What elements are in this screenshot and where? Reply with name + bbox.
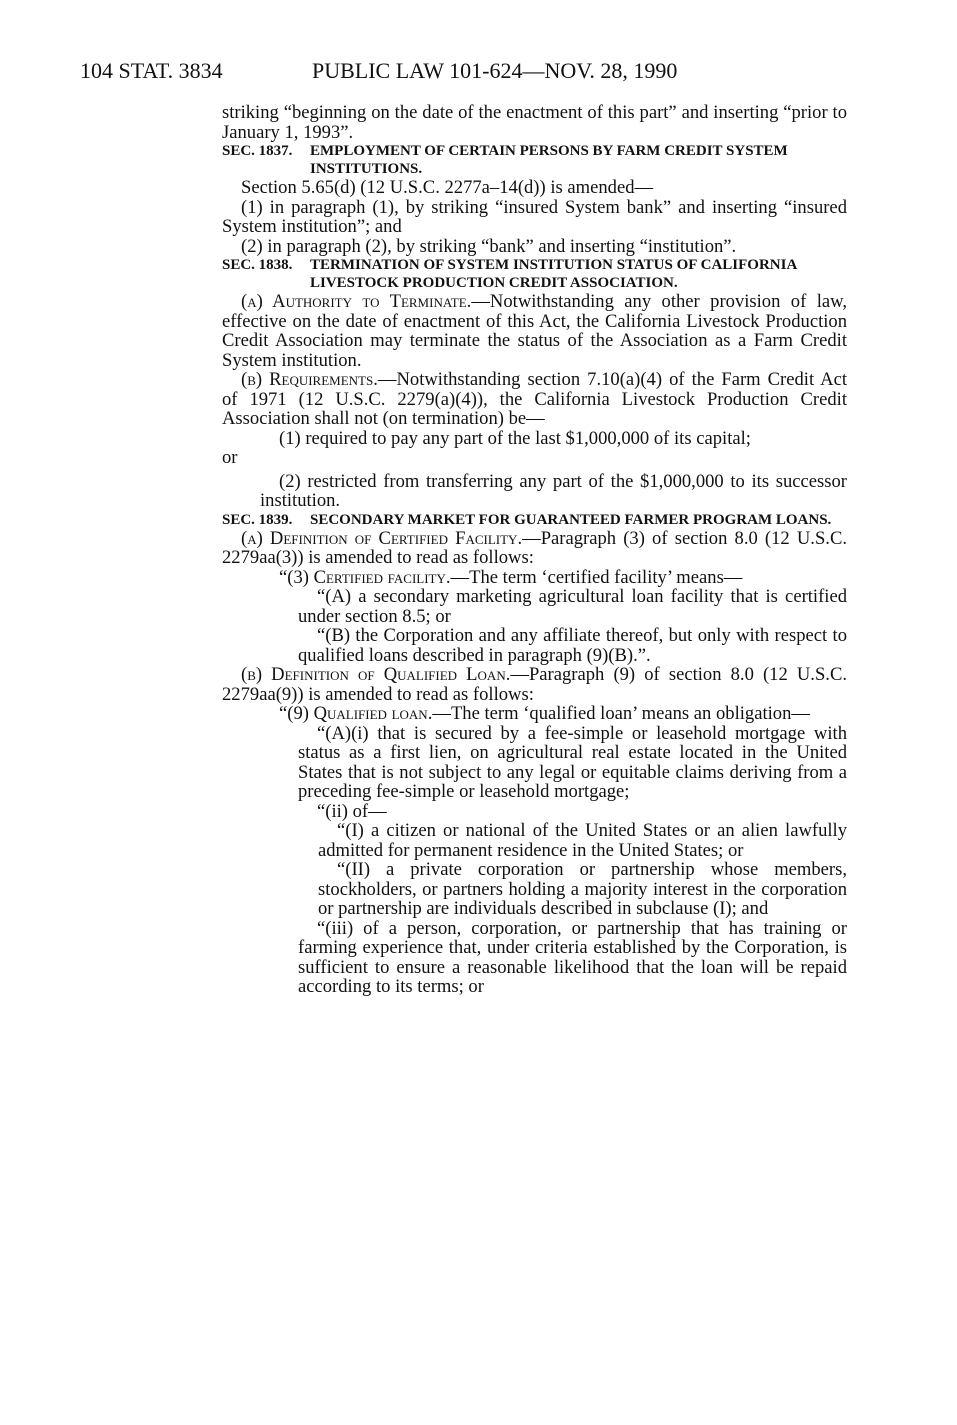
definition-text: —The term ‘certified facility’ means— (450, 566, 743, 588)
section-1837-para-2: (2) in paragraph (2), by striking “bank” and inserting “institution”. (241, 235, 737, 257)
subsection-text: —Paragraph (9) of section 8.0 (12 U.S.C. 2279aa(9)) is amended to read as follows: (222, 664, 847, 705)
certified-facility-clause-b: “(B) the Corporation and any affiliate thereof, but only with respect to qualified loans described in paragraph (9)(B).”. (298, 625, 847, 666)
public-law-citation: PUBLIC LAW 101-624—NOV. 28, 1990 (312, 58, 678, 83)
subsection-heading: (b) Definition of Qualified Loan. (241, 664, 511, 685)
certified-facility-definition (222, 568, 847, 588)
definition-heading: “(9) Qualified loan. (279, 703, 433, 724)
section-1839-heading (222, 511, 847, 529)
section-1838-subsection-b (222, 370, 847, 429)
qualified-loan-definition (222, 704, 847, 724)
subsection-heading: (b) Requirements. (241, 369, 378, 390)
statute-page-number: 104 STAT. 3834 (80, 58, 223, 83)
section-number: SEC. 1839. (222, 511, 293, 528)
subsection-text: —Paragraph (3) of section 8.0 (12 U.S.C. 2279aa(3)) is amended to read as follows: (222, 527, 847, 568)
subsection-text: —Notwithstanding section 7.10(a)(4) of the Farm Credit Act of 1971 (12 U.S.C. 2279(a)(4)), the California Livestock Production Credit Association shall not (on termination) be— (222, 369, 847, 429)
intro-text: striking “beginning on the date of the enactment of this part” and inserting “prior to January 1, 1993”. (222, 102, 847, 143)
document-body (222, 103, 847, 997)
section-1838-heading (222, 256, 847, 292)
qualified-loan-subclause-ii: “(II) a private corporation or partnership whose members, stockholders, or partners holding a majority interest in the corporation or partnership are individuals described in subclause (I); and (318, 859, 847, 919)
qualified-loan-subclause-i: “(I) a citizen or national of the United States or an alien lawfully admitted for permanent residence in the United States; or (318, 820, 847, 861)
qualified-loan-clause-a-i: “(A)(i) that is secured by a fee-simple or leasehold mortgage with status as a first lien, on agricultural real estate located in the United States that is not subject to any legal or equitable claims deriving from a preceding fee-simple or leasehold mortgage; (298, 722, 847, 802)
section-title: EMPLOYMENT OF CERTAIN PERSONS BY FARM CREDIT SYSTEM INSTITUTIONS. (310, 143, 788, 177)
section-number: SEC. 1838. (222, 257, 293, 273)
section-1838-para-2: (2) restricted from transferring any part of the $1,000,000 to its successor institution. (260, 470, 847, 511)
section-1837-lead: Section 5.65(d) (12 U.S.C. 2277a–14(d)) is amended— (241, 177, 654, 198)
section-1839-subsection-a (222, 529, 847, 568)
qualified-loan-clause-ii: “(ii) of— (317, 800, 387, 822)
section-1838-para-1: (1) required to pay any part of the last $1,000,000 of its capital; (279, 427, 751, 449)
definition-heading: “(3) Certified facility. (279, 566, 451, 588)
subsection-heading: (a) Authority to Terminate. (241, 291, 472, 312)
section-title: SECONDARY MARKET FOR GUARANTEED FARMER PROGRAM LOANS. (310, 511, 832, 528)
section-title: TERMINATION OF SYSTEM INSTITUTION STATUS OF CALIFORNIA LIVESTOCK PRODUCTION CREDIT ASSOCIATION. (310, 257, 797, 291)
section-1838-subsection-a (222, 292, 847, 370)
section-1839-subsection-b (222, 665, 847, 704)
section-1837-para-1: (1) in paragraph (1), by striking “insured System bank” and inserting “insured System institution”; and (222, 196, 847, 237)
certified-facility-clause-a: “(A) a secondary marketing agricultural loan facility that is certified under section 8.5; or (298, 586, 847, 627)
definition-text: —The term ‘qualified loan’ means an obligation— (432, 703, 810, 724)
subsection-heading: (a) Definition of Certified Facility. (241, 527, 523, 549)
subsection-text: —Notwithstanding any other provision of law, effective on the date of enactment of this Act, the California Livestock Production Credit Association may terminate the status of the Association as a Farm Credit System institution. (222, 291, 847, 371)
section-1838-or: or (222, 447, 238, 468)
qualified-loan-clause-iii: “(iii) of a person, corporation, or partnership that has training or farming experience that, under criteria established by the Corporation, is sufficient to ensure a reasonable likelihood that the loan will be repaid according to its terms; or (298, 917, 847, 997)
section-number: SEC. 1837. (222, 143, 293, 159)
section-1837-heading (222, 142, 847, 178)
